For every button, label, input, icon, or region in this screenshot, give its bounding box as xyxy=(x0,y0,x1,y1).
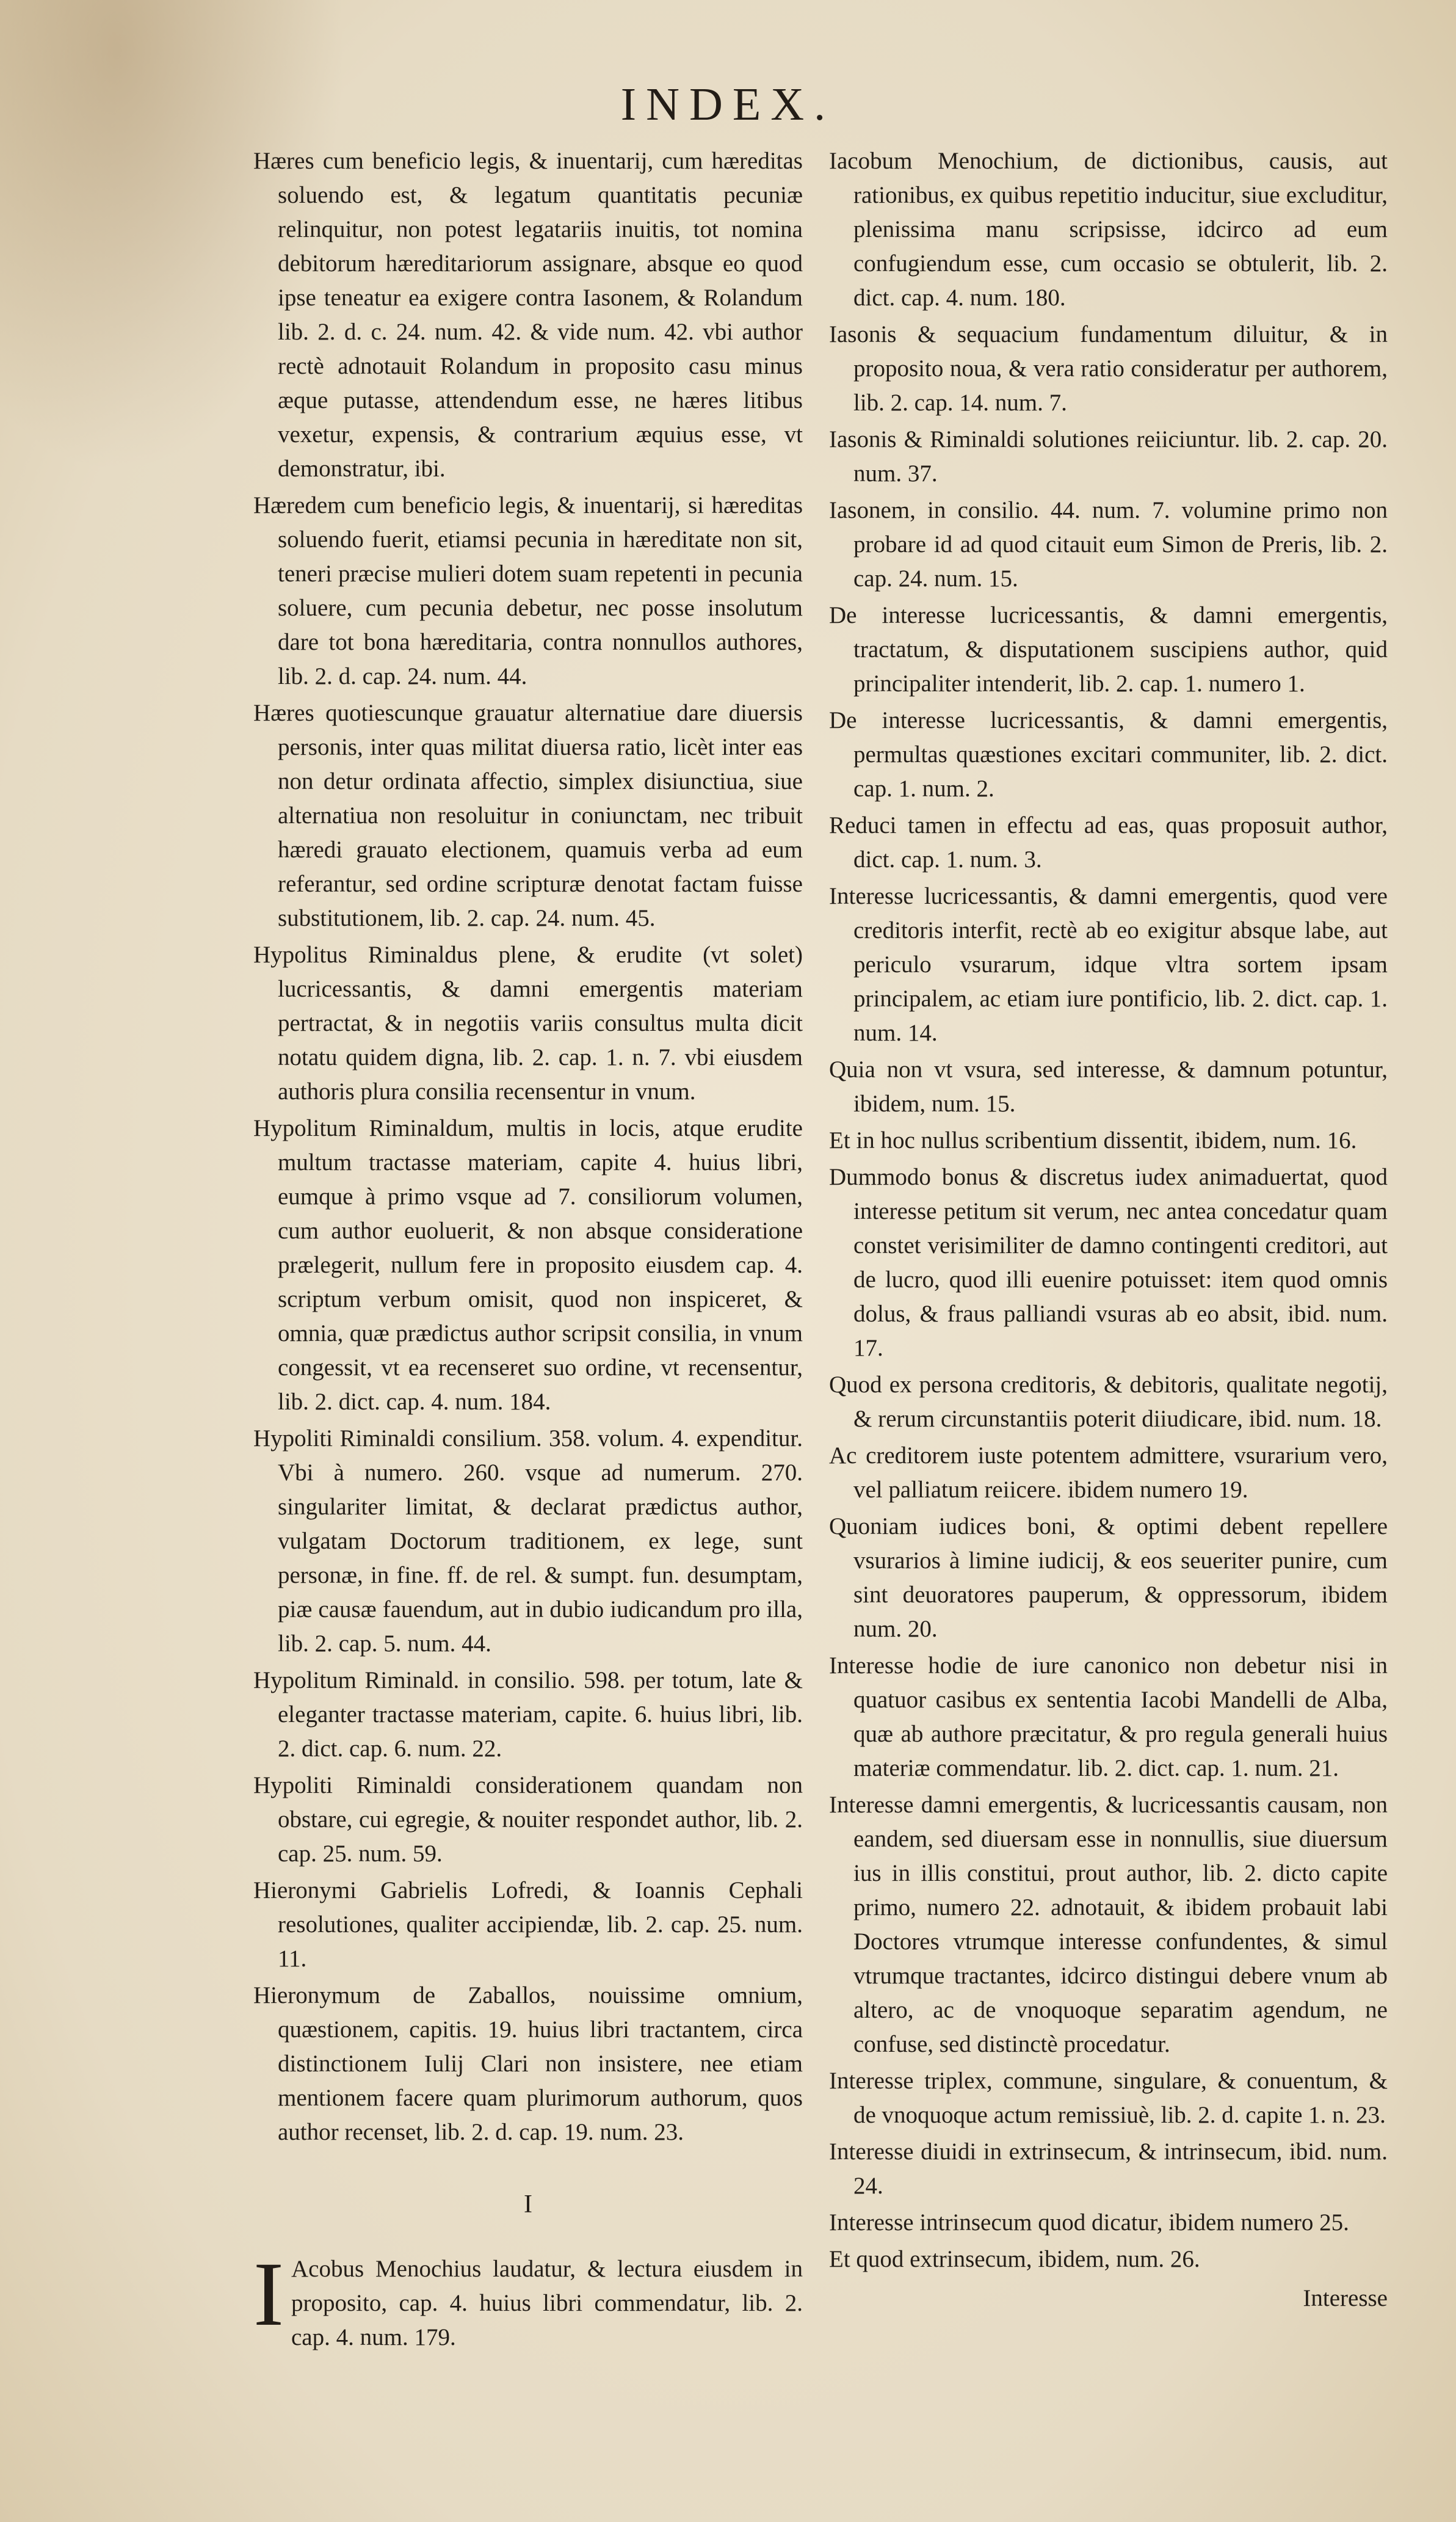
dropcap-entry xyxy=(253,2244,803,2355)
index-entry: De interesse lucricessantis, & damni emergentis, tractatum, & disputationem suscipiens author, quid principaliter intenderit, lib. 2. cap. 1. numero 1. xyxy=(829,602,1388,697)
index-entry: Quoniam iudices boni, & optimi debent repellere vsurarios à limine iudicij, & eos seueriter punire, cum sint deuoratores pauperum, & oppressorum, ibidem num. 20. xyxy=(829,1513,1388,1642)
index-entry: Hæredem cum beneficio legis, & inuentarij, si hæreditas soluendo fuerit, etiamsi pecunia in hæreditate non sit, teneri præcise mulieri dotem suam repetenti in pecunia soluere, cum pecunia debetur, nec posse insolutum dare tot bona hæreditaria, contra nonnullos authores, lib. 2. d. cap. 24. num. 44. xyxy=(253,492,803,689)
index-entry: Hypoliti Riminaldi consilium. 358. volum. 4. expenditur. Vbi à numero. 260. vsque ad numerum. 270. singulariter limitat, & declarat prædictus author, vulgatam Doctorum traditionem, ex lege, sunt personæ, in fine. ff. de rel. & sumpt. fun. desumptam, piæ causæ fauendum, aut in dubio iudicandum pro illa, lib. 2. cap. 5. num. 44. xyxy=(253,1425,803,1657)
index-entry: Hypolitum Riminaldum, multis in locis, atque erudite multum tractasse materiam, capite 4. huius libri, eumque à primo vsque ad 7. consiliorum volumen, cum author euoluerit, & non absque consideratione prælegerit, nullum fere in proposito eiusdem cap. 4. scriptum verbum omisit, quod non inspiceret, & omnia, quæ prædictus author scripsit consilia, in vnum congessit, vt ea recenseret suo ordine, vt recensentur, lib. 2. dict. cap. 4. num. 184. xyxy=(253,1115,803,1415)
index-entry: Et in hoc nullus scribentium dissentit, ibidem, num. 16. xyxy=(829,1127,1357,1154)
index-entry: Dummodo bonus & discretus iudex animaduertat, quod interesse petitum sit verum, nec antea concedatur quam constet verisimiliter de damno contingenti creditori, aut de lucro, quod illi euenire potuisset: item quod omnis dolus, & fraus palliandi vsuras ab eo absit, ibid. num. 17. xyxy=(829,1164,1388,1361)
index-entry: Hypoliti Riminaldi considerationem quandam non obstare, cui egregie, & nouiter respondet author, lib. 2. cap. 25. num. 59. xyxy=(253,1772,803,1867)
index-entry: De interesse lucricessantis, & damni emergentis, permultas quæstiones excitari communiter, lib. 2. dict. cap. 1. num. 2. xyxy=(829,707,1388,802)
index-entry: Reduci tamen in effectu ad eas, quas proposuit author, dict. cap. 1. num. 3. xyxy=(829,812,1388,873)
index-entry: Et quod extrinsecum, ibidem, num. 26. xyxy=(829,2246,1200,2272)
index-entry: Quia non vt vsura, sed interesse, & damnum potuntur, ibidem, num. 15. xyxy=(829,1056,1388,1117)
page-title: INDEX. xyxy=(620,79,836,130)
index-entry: Hæres quotiescunque grauatur alternatiue dare diuersis personis, inter quas militat diuersa ratio, licèt inter eas non detur ordinata affectio, simplex disiunctiua, siue alternatiua non resoluitur in coniunctam, nec tribuit hæredi grauato electionem, quamuis verba ad eum referantur, sed ordine scripturæ denotat factam fuisse substitutionem, lib. 2. cap. 24. num. 45. xyxy=(253,700,803,931)
index-entry: Iasonis & sequacium fundamentum diluitur, & in proposito noua, & vera ratio consideratur per authorem, lib. 2. cap. 14. num. 7. xyxy=(829,321,1388,416)
index-entry: Interesse intrinsecum quod dicatur, ibidem numero 25. xyxy=(829,2209,1349,2236)
index-entry: Interesse diuidi in extrinsecum, & intrinsecum, ibid. num. 24. xyxy=(829,2139,1388,2199)
index-entry: Ac creditorem iuste potentem admittere, vsurarium vero, vel palliatum reiicere. ibidem numero 19. xyxy=(829,1442,1388,1503)
catchword: Interesse xyxy=(1303,2285,1388,2311)
index-entry: Interesse triplex, commune, singulare, & conuentum, & de vnoquoque actum remissiuè, lib. 2. d. capite 1. n. 23. xyxy=(829,2068,1388,2128)
section-letter: I xyxy=(524,2190,532,2219)
index-entry: Hieronymi Gabrielis Lofredi, & Ioannis Cephali resolutiones, qualiter accipiendæ, lib. 2. cap. 25. num. 11. xyxy=(253,1877,803,1972)
index-entry: Quod ex persona creditoris, & debitoris, qualitate negotij, & rerum circunstantiis poterit diiudicare, ibid. num. 18. xyxy=(829,1372,1388,1432)
index-entry: Iasonis & Riminaldi solutiones reiiciuntur. lib. 2. cap. 20. num. 37. xyxy=(829,426,1388,487)
index-entry: Interesse hodie de iure canonico non debetur nisi in quatuor casibus ex sententia Iacobi Mandelli de Alba, quæ ab authore præcitatur, & pro regula generali huius materiæ commendatur. lib. 2. dict. cap. 1. num. 21. xyxy=(829,1652,1388,1781)
index-entry: Hypolitus Riminaldus plene, & erudite (vt solet) lucricessantis, & damni emergentis materiam pertractat, & in negotiis variis consultus multa dicit notatu quidem digna, lib. 2. cap. 1. n. 7. vbi eiusdem authoris plura consilia recensentur in vnum. xyxy=(253,942,803,1105)
index-entry: Iacobum Menochium, de dictionibus, causis, aut rationibus, ex quibus repetitio inducitur, siue excluditur, plenissima manu scripsisse, idcirco ad eum confugiendum esse, cum occasio se obtulerit, lib. 2. dict. cap. 4. num. 180. xyxy=(829,148,1388,311)
index-entry: Interesse lucricessantis, & damni emergentis, quod vere creditoris interfit, rectè ab eo exigitur absque labe, aut periculo vsurarum, idque vltra sortem ipsam principalem, ac etiam iure pontificio, lib. 2. dict. cap. 1. num. 14. xyxy=(829,883,1388,1046)
index-entry: Iasonem, in consilio. 44. num. 7. volumine primo non probare id ad quod citauit eum Simon de Preris, lib. 2. cap. 24. num. 15. xyxy=(829,497,1388,592)
right-column xyxy=(829,144,1388,2316)
index-entry: Hypolitum Riminald. in consilio. 598. per totum, late & eleganter tractasse materiam, capite. 6. huius libri, lib. 2. dict. cap. 6. num. 22. xyxy=(253,1667,803,1762)
dropcap-entry-text: Acobus Menochius laudatur, & lectura eiusdem in proposito, cap. 4. huius libri commendatur, lib. 2. cap. 4. num. 179. xyxy=(291,2256,803,2350)
index-entry: Hieronymum de Zaballos, nouissime omnium, quæstionem, capitis. 19. huius libri tractantem, circa distinctionem Iulij Clari non insistere, nee etiam mentionem facere quam plurimorum authorum, quos author recenset, lib. 2. d. cap. 19. num. 23. xyxy=(253,1982,803,2145)
index-entry: Hæres cum beneficio legis, & inuentarij, cum hæreditas soluendo est, & legatum quantitatis pecuniæ relinquitur, non potest legatariis inuitis, tot nomina debitorum hæreditariorum assignare, absque eo quod ipse teneatur ea exigere contra Iasonem, & Rolandum lib. 2. d. c. 24. num. 42. & vide num. 42. vbi author rectè adnotauit Rolandum in proposito casu minus æque putasse, attendendum esse, ne hæres litibus vexetur, expensis, & contrarium æquius esse, vt demonstratur, ibi. xyxy=(253,148,803,482)
drop-cap: I xyxy=(253,2244,284,2345)
index-entry: Interesse damni emergentis, & lucricessantis causam, non eandem, sed diuersam esse in nonnullis, siue diuersum ius in illis constitui, prout author, lib. 2. dicto capite primo, numero 22. adnotauit, & ibidem probauit labi Doctores vtrumque interesse confundentes, & simul vtrumque tractantes, idcirco distingui debere vnum ab altero, ac de vnoquoque separatim agendum, ne confuse, sed distinctè procedatur. xyxy=(829,1792,1388,2057)
left-column xyxy=(253,144,803,2378)
